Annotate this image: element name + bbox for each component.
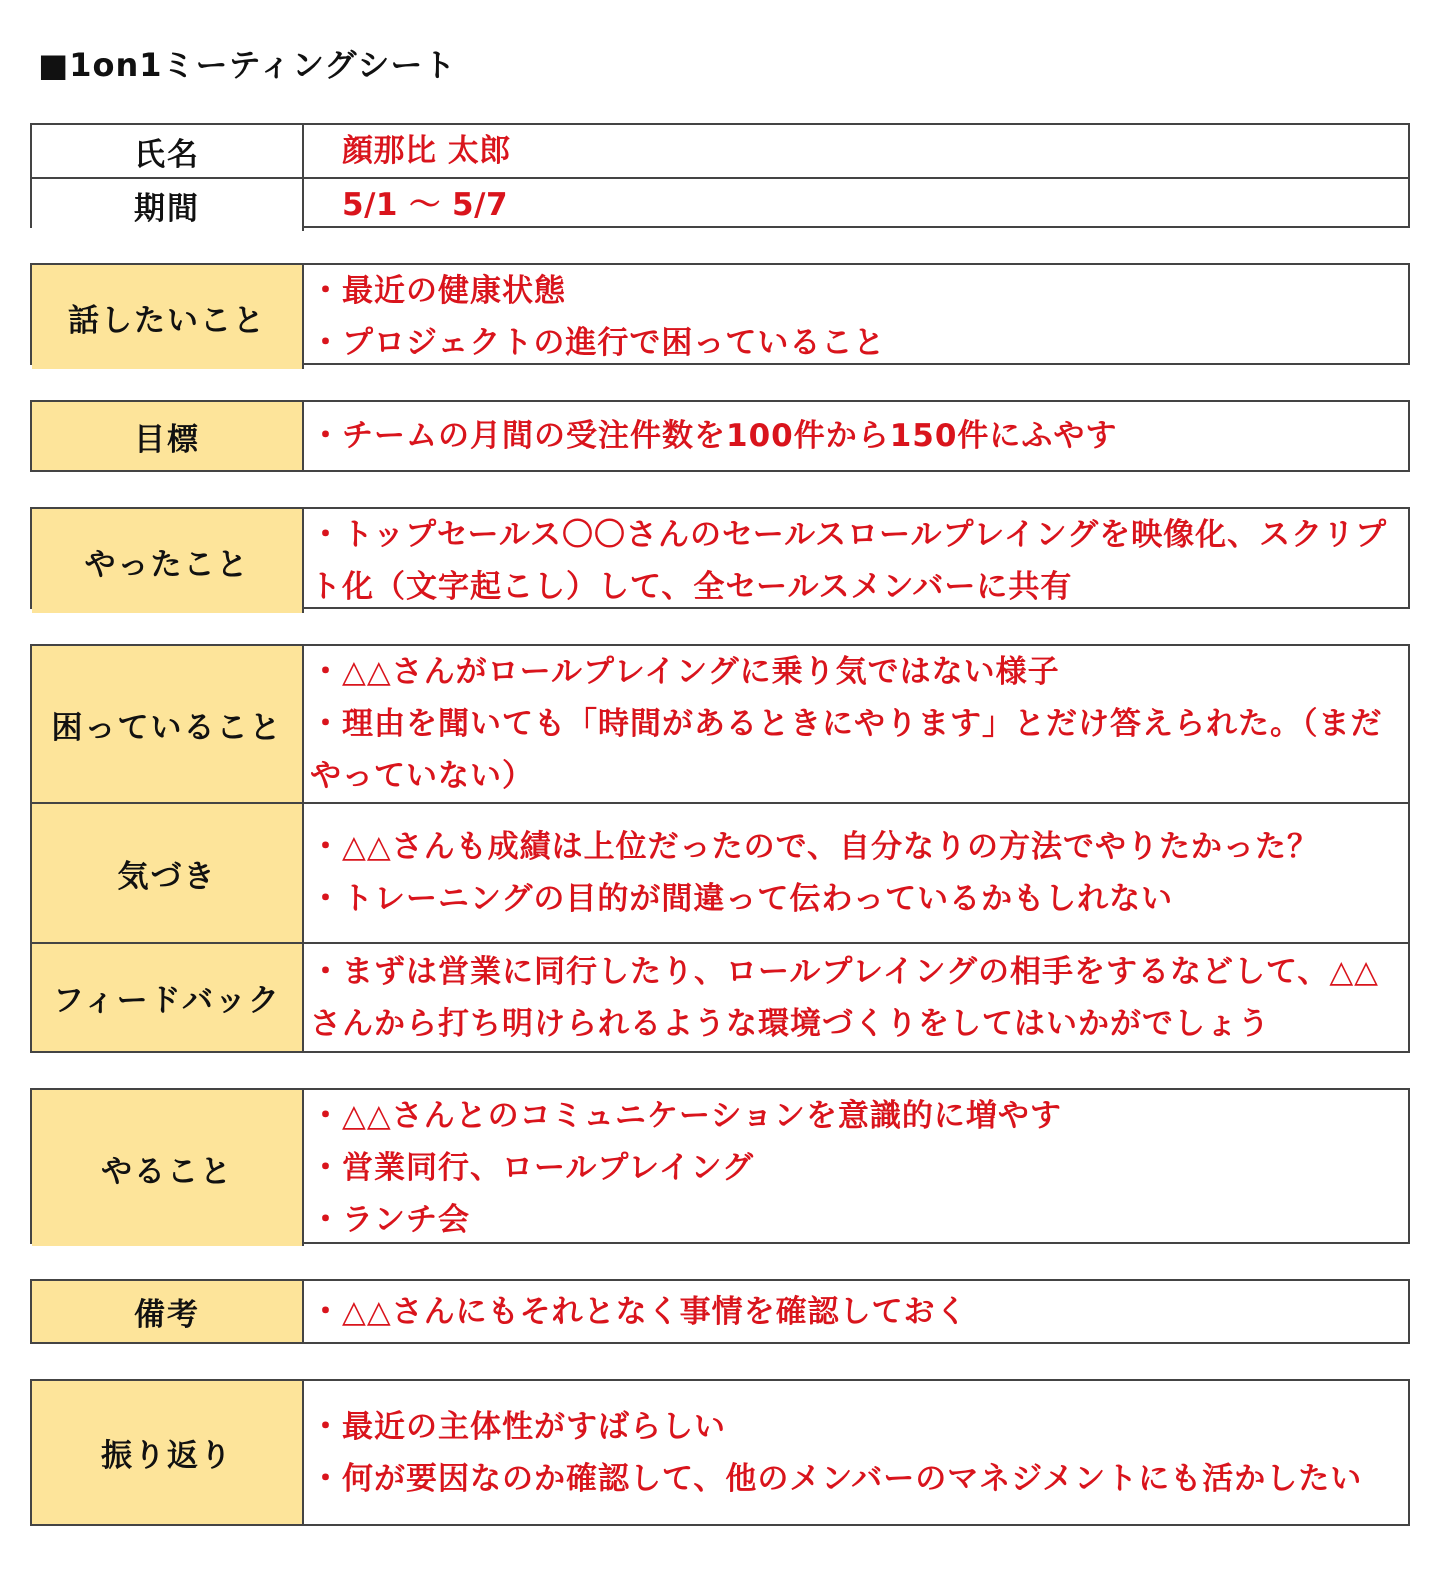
talk-topics-line: ・プロジェクトの進行で困っていること <box>310 325 886 361</box>
goal-section <box>30 400 1410 472</box>
insights-content <box>304 804 1408 942</box>
todo-line: ・営業同行、ロールプレイング <box>310 1150 754 1186</box>
issues-table <box>30 644 1410 1053</box>
insights-line: ・△△さんも成績は上位だったので、自分なりの方法でやりたかった？ <box>310 829 1320 865</box>
feedback-line: ・まずは営業に同行したり、ロールプレイングの相手をするなどして、△△さんから打ち明けられるような環境づくりをしてはいかがでしょう <box>310 953 1380 1042</box>
troubles-content <box>304 646 1408 802</box>
todo-content <box>304 1090 1408 1246</box>
troubles-row <box>32 646 1408 802</box>
goal-content <box>304 402 1408 470</box>
todo-row <box>32 1090 1408 1246</box>
feedback-content <box>304 944 1408 1051</box>
insights-label: 気づき <box>32 804 304 942</box>
todo-line: ・△△さんとのコミュニケーションを意識的に増やす <box>310 1098 1062 1134</box>
done-row <box>32 509 1408 613</box>
notes-line: ・△△さんにもそれとなく事情を確認しておく <box>310 1293 968 1330</box>
reflection-line: ・何が要因なのか確認して、他のメンバーのマネジメントにも活かしたい <box>310 1460 1363 1497</box>
notes-label: 備考 <box>32 1281 304 1342</box>
reflection-section <box>30 1379 1410 1526</box>
done-content <box>304 509 1408 613</box>
talk-topics-section <box>30 263 1410 365</box>
name-value <box>304 125 1408 177</box>
talk-topics-row <box>32 265 1408 369</box>
talk-topics-label: 話したいこと <box>32 265 304 369</box>
done-line: ・トップセールス〇〇さんのセールスロールプレイングを映像化、スクリプト化（文字起こし）して、全セールスメンバーに共有 <box>310 517 1388 605</box>
name-label: 氏名 <box>32 125 304 177</box>
sheet-title: ■1on1ミーティングシート <box>38 46 457 84</box>
goal-label: 目標 <box>32 402 304 470</box>
feedback-row <box>32 942 1408 1051</box>
reflection-label: 振り返り <box>32 1381 304 1524</box>
goal-row <box>32 402 1408 470</box>
insights-line: ・トレーニングの目的が間違って伝わっているかもしれない <box>310 881 1174 917</box>
troubles-line: ・△△さんがロールプレイングに乗り気ではない様子 <box>310 654 1060 690</box>
notes-row <box>32 1281 1408 1342</box>
talk-topics-line: ・最近の健康状態 <box>310 273 566 309</box>
notes-content <box>304 1281 1408 1342</box>
todo-line: ・ランチ会 <box>310 1202 470 1238</box>
troubles-line: ・理由を聞いても「時間があるときにやります」とだけ答えられた。（まだやっていない） <box>310 706 1383 794</box>
period-value-text: 5/1 ～ 5/7 <box>342 187 509 223</box>
period-label: 期間 <box>32 179 304 231</box>
name-row <box>32 125 1408 177</box>
done-label: やったこと <box>32 509 304 613</box>
done-section <box>30 507 1410 609</box>
info-table <box>30 123 1410 228</box>
reflection-row <box>32 1381 1408 1524</box>
reflection-line: ・最近の主体性がすばらしい <box>310 1408 726 1445</box>
goal-line: ・チームの月間の受注件数を100件から150件にふやす <box>310 418 1118 454</box>
todo-label: やること <box>32 1090 304 1246</box>
insights-row <box>32 802 1408 942</box>
feedback-label: フィードバック <box>32 944 304 1051</box>
period-value <box>304 179 1408 231</box>
name-value-text: 顔那比 太郎 <box>342 133 511 169</box>
talk-topics-content <box>304 265 1408 369</box>
notes-section <box>30 1279 1410 1344</box>
period-row <box>32 177 1408 231</box>
todo-section <box>30 1088 1410 1244</box>
reflection-content <box>304 1381 1408 1524</box>
troubles-label: 困っていること <box>32 646 304 802</box>
